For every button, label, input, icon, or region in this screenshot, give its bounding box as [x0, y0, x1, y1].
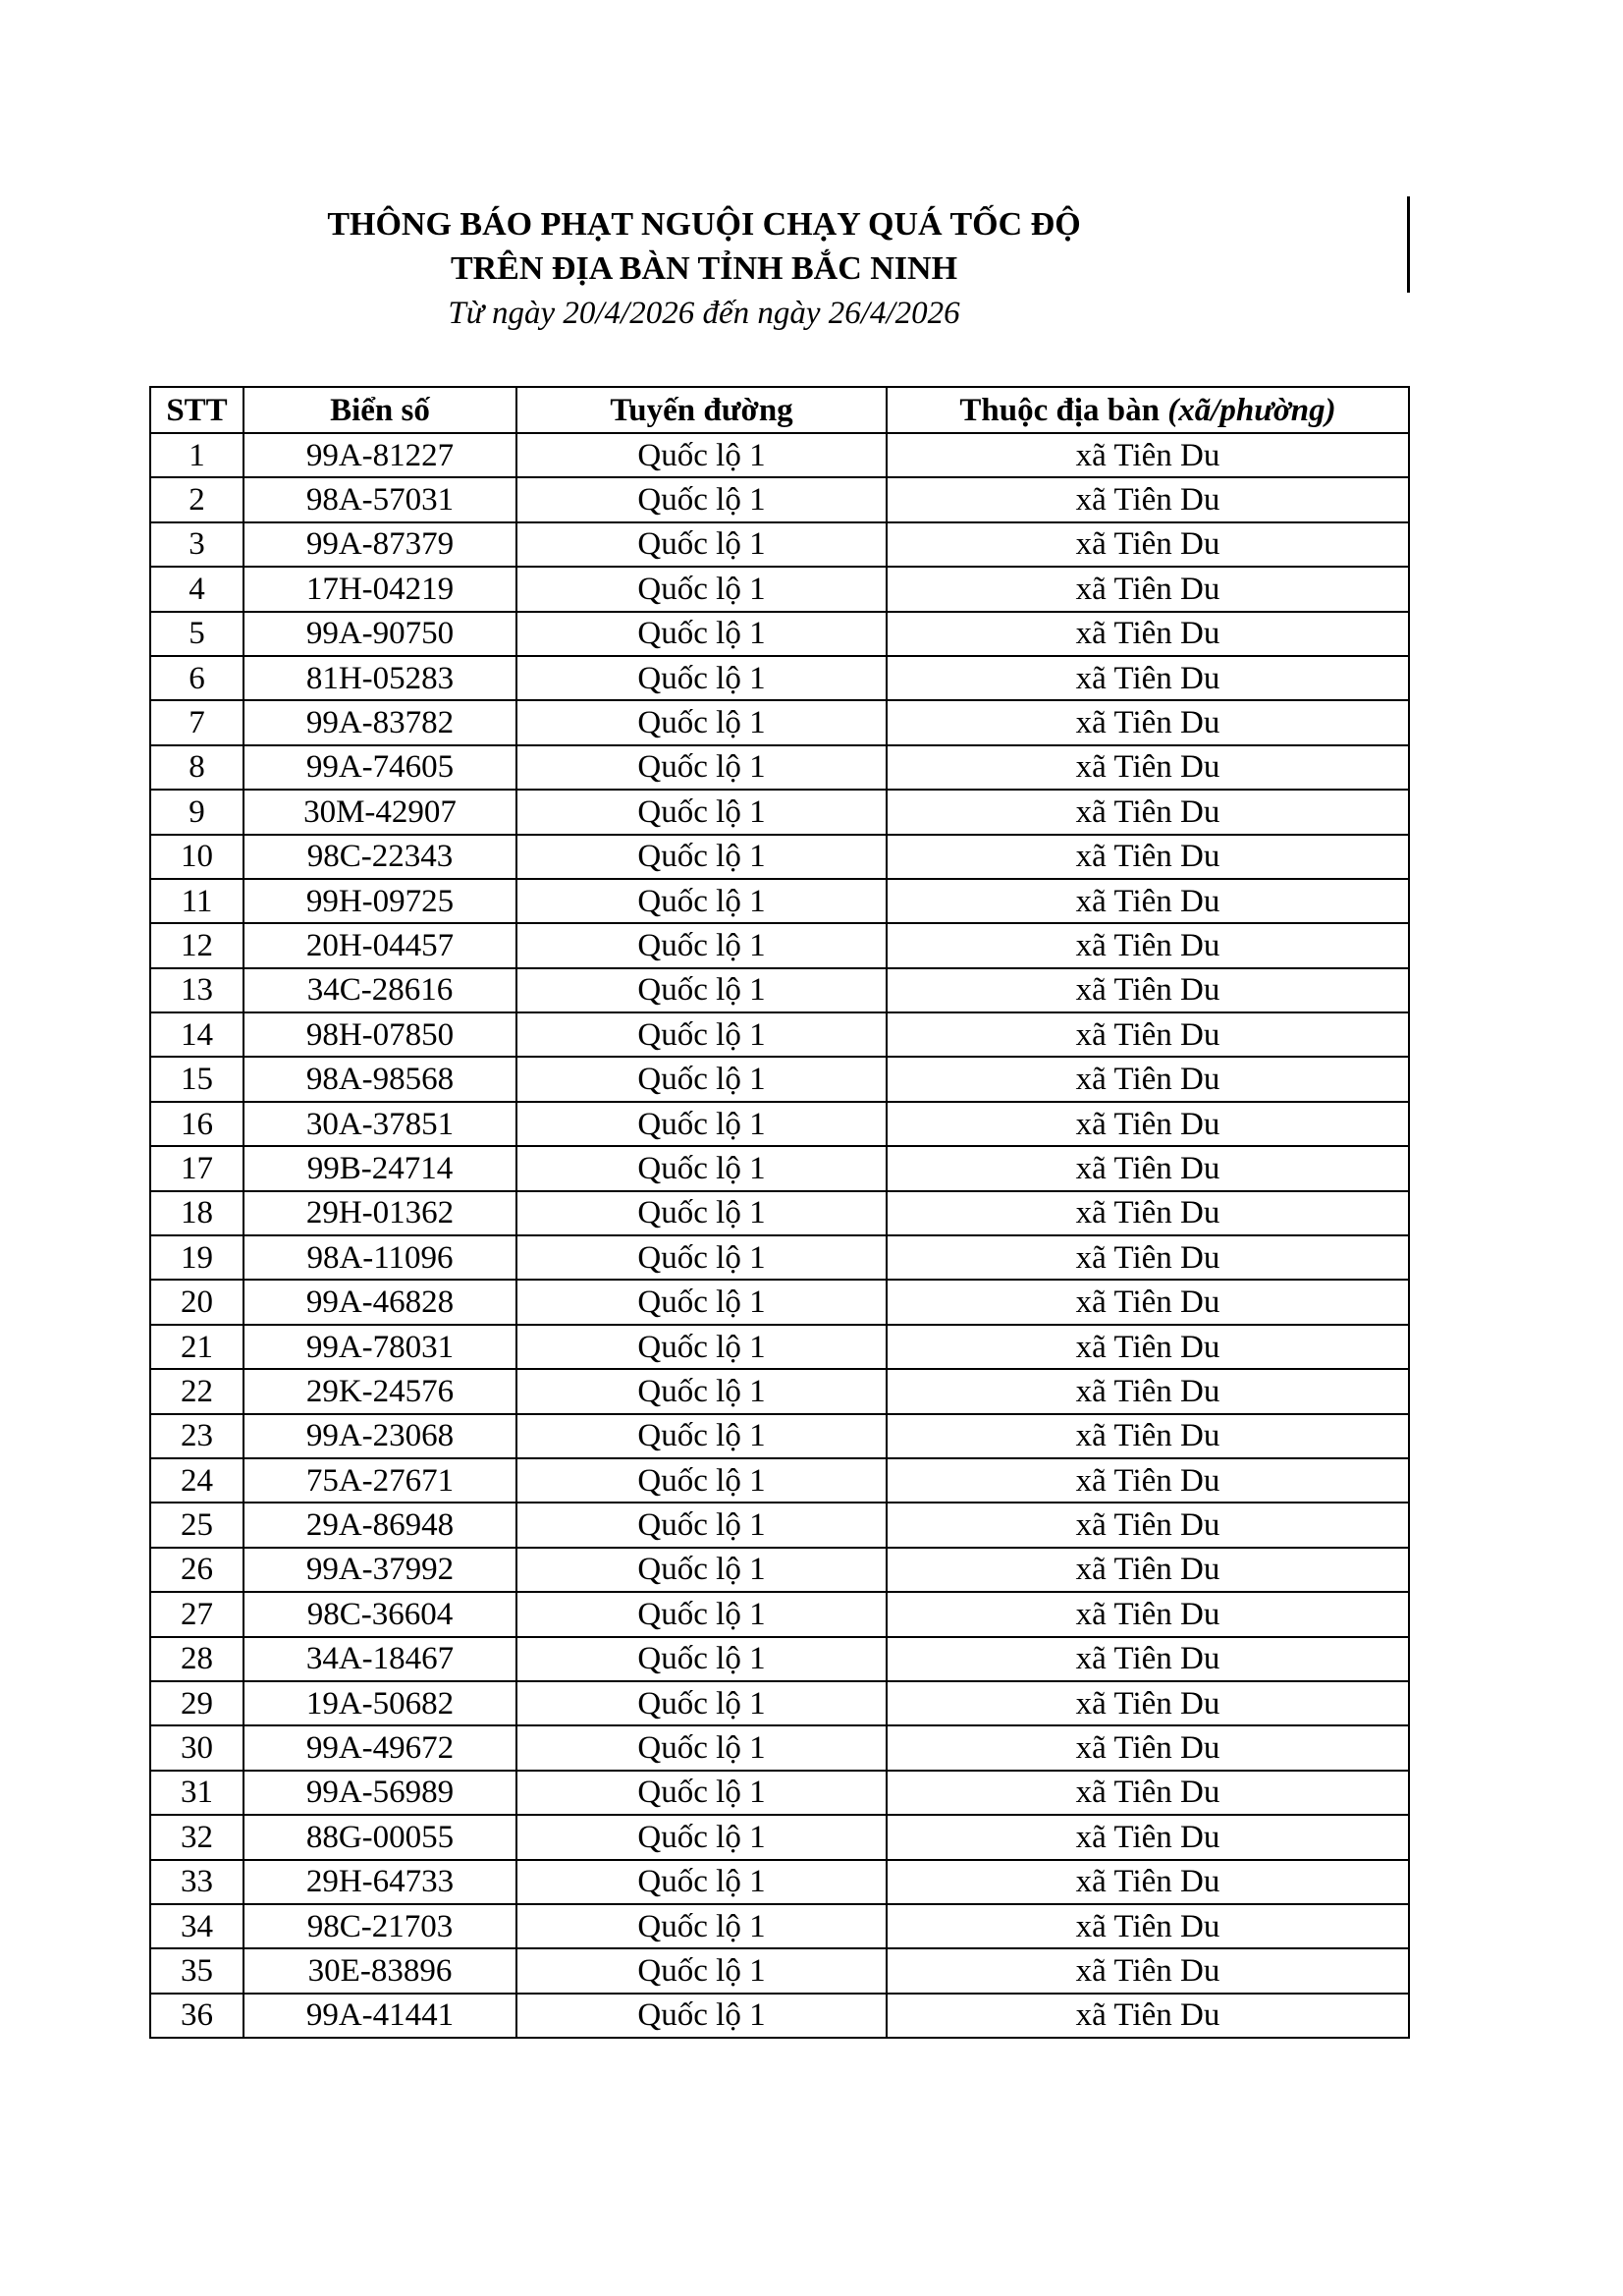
- cell-route: Quốc lộ 1: [516, 1414, 887, 1458]
- cell-route: Quốc lộ 1: [516, 835, 887, 879]
- cell-area: xã Tiên Du: [887, 1592, 1409, 1636]
- table-body: [150, 433, 1409, 2038]
- cell-plate: 34A-18467: [243, 1637, 516, 1681]
- table-row: [150, 1369, 1409, 1413]
- cell-stt: 22: [150, 1369, 243, 1413]
- cell-stt: 24: [150, 1458, 243, 1503]
- cell-plate: 99A-49672: [243, 1725, 516, 1770]
- table-row: [150, 612, 1409, 656]
- table-row: [150, 1146, 1409, 1190]
- cell-area: xã Tiên Du: [887, 433, 1409, 477]
- table-row: [150, 1191, 1409, 1235]
- cell-stt: 9: [150, 790, 243, 834]
- table-row: [150, 1057, 1409, 1101]
- cell-stt: 25: [150, 1503, 243, 1547]
- cell-plate: 98A-98568: [243, 1057, 516, 1101]
- cell-plate: 99A-83782: [243, 700, 516, 744]
- cell-plate: 98A-11096: [243, 1235, 516, 1280]
- table-row: [150, 1592, 1409, 1636]
- cell-plate: 99A-78031: [243, 1325, 516, 1369]
- cell-stt: 5: [150, 612, 243, 656]
- cell-area: xã Tiên Du: [887, 477, 1409, 521]
- cell-route: Quốc lộ 1: [516, 1681, 887, 1725]
- cell-area: xã Tiên Du: [887, 612, 1409, 656]
- table-header-row: [150, 387, 1409, 433]
- cell-area: xã Tiên Du: [887, 1146, 1409, 1190]
- table-row: [150, 1860, 1409, 1904]
- cell-stt: 26: [150, 1548, 243, 1592]
- column-header-stt: STT: [150, 387, 243, 433]
- cell-area: xã Tiên Du: [887, 1102, 1409, 1146]
- cell-route: Quốc lộ 1: [516, 968, 887, 1012]
- cell-area: xã Tiên Du: [887, 1637, 1409, 1681]
- cell-area: xã Tiên Du: [887, 1503, 1409, 1547]
- cell-route: Quốc lộ 1: [516, 1057, 887, 1101]
- cell-stt: 18: [150, 1191, 243, 1235]
- cell-route: Quốc lộ 1: [516, 700, 887, 744]
- cell-area: xã Tiên Du: [887, 835, 1409, 879]
- cell-route: Quốc lộ 1: [516, 612, 887, 656]
- cell-plate: 20H-04457: [243, 923, 516, 967]
- cell-area: xã Tiên Du: [887, 1904, 1409, 1948]
- cell-route: Quốc lộ 1: [516, 1948, 887, 1993]
- cell-plate: 99A-81227: [243, 433, 516, 477]
- table-row: [150, 1948, 1409, 1993]
- cell-plate: 88G-00055: [243, 1815, 516, 1859]
- cell-route: Quốc lộ 1: [516, 1191, 887, 1235]
- cell-area: xã Tiên Du: [887, 1280, 1409, 1324]
- cell-area: xã Tiên Du: [887, 1681, 1409, 1725]
- cell-stt: 11: [150, 879, 243, 923]
- cell-plate: 98H-07850: [243, 1012, 516, 1057]
- table-row: [150, 835, 1409, 879]
- cell-stt: 35: [150, 1948, 243, 1993]
- cell-plate: 98A-57031: [243, 477, 516, 521]
- cell-area: xã Tiên Du: [887, 1235, 1409, 1280]
- cell-stt: 19: [150, 1235, 243, 1280]
- cell-area: xã Tiên Du: [887, 1948, 1409, 1993]
- cell-stt: 15: [150, 1057, 243, 1101]
- cell-stt: 6: [150, 656, 243, 700]
- cell-stt: 7: [150, 700, 243, 744]
- table-row: [150, 923, 1409, 967]
- cell-stt: 14: [150, 1012, 243, 1057]
- table-row: [150, 700, 1409, 744]
- cell-plate: 99A-74605: [243, 745, 516, 790]
- cell-stt: 30: [150, 1725, 243, 1770]
- table-row: [150, 790, 1409, 834]
- cell-area: xã Tiên Du: [887, 522, 1409, 567]
- cell-plate: 30M-42907: [243, 790, 516, 834]
- cell-area: xã Tiên Du: [887, 1860, 1409, 1904]
- cell-route: Quốc lộ 1: [516, 1235, 887, 1280]
- cell-stt: 3: [150, 522, 243, 567]
- cell-stt: 31: [150, 1771, 243, 1815]
- cell-area: xã Tiên Du: [887, 1325, 1409, 1369]
- cell-plate: 99A-56989: [243, 1771, 516, 1815]
- violations-table: [149, 386, 1410, 2039]
- cell-plate: 19A-50682: [243, 1681, 516, 1725]
- table-row: [150, 1102, 1409, 1146]
- cell-route: Quốc lộ 1: [516, 1369, 887, 1413]
- cell-route: Quốc lộ 1: [516, 1280, 887, 1324]
- table-row: [150, 1012, 1409, 1057]
- cell-area: xã Tiên Du: [887, 1191, 1409, 1235]
- cell-route: Quốc lộ 1: [516, 567, 887, 611]
- cell-area: xã Tiên Du: [887, 923, 1409, 967]
- cell-area: xã Tiên Du: [887, 1725, 1409, 1770]
- cell-route: Quốc lộ 1: [516, 1725, 887, 1770]
- cell-route: Quốc lộ 1: [516, 790, 887, 834]
- cell-stt: 29: [150, 1681, 243, 1725]
- cell-plate: 99B-24714: [243, 1146, 516, 1190]
- table-row: [150, 1235, 1409, 1280]
- cell-plate: 98C-36604: [243, 1592, 516, 1636]
- column-header-area-main: Thuộc địa bàn: [959, 392, 1160, 428]
- cell-route: Quốc lộ 1: [516, 1146, 887, 1190]
- cell-plate: 99A-37992: [243, 1548, 516, 1592]
- cell-area: xã Tiên Du: [887, 1771, 1409, 1815]
- column-header-area: [887, 387, 1409, 433]
- table-row: [150, 1904, 1409, 1948]
- cell-plate: 29A-86948: [243, 1503, 516, 1547]
- table-row: [150, 1994, 1409, 2038]
- cell-route: Quốc lộ 1: [516, 1637, 887, 1681]
- cell-stt: 12: [150, 923, 243, 967]
- cell-area: xã Tiên Du: [887, 1012, 1409, 1057]
- cell-plate: 99A-90750: [243, 612, 516, 656]
- cell-area: xã Tiên Du: [887, 1414, 1409, 1458]
- table-row: [150, 1280, 1409, 1324]
- table-row: [150, 656, 1409, 700]
- cell-plate: 98C-22343: [243, 835, 516, 879]
- cell-area: xã Tiên Du: [887, 567, 1409, 611]
- cell-route: Quốc lộ 1: [516, 1503, 887, 1547]
- cell-area: xã Tiên Du: [887, 1815, 1409, 1859]
- cell-stt: 23: [150, 1414, 243, 1458]
- cell-plate: 99A-23068: [243, 1414, 516, 1458]
- table-row: [150, 433, 1409, 477]
- cell-route: Quốc lộ 1: [516, 433, 887, 477]
- table-row: [150, 522, 1409, 567]
- cell-plate: 99A-41441: [243, 1994, 516, 2038]
- table-row: [150, 1325, 1409, 1369]
- cell-stt: 20: [150, 1280, 243, 1324]
- column-header-plate: Biển số: [243, 387, 516, 433]
- cell-stt: 32: [150, 1815, 243, 1859]
- cell-stt: 34: [150, 1904, 243, 1948]
- cell-plate: 99A-87379: [243, 522, 516, 567]
- cell-stt: 28: [150, 1637, 243, 1681]
- table-row: [150, 1771, 1409, 1815]
- cell-stt: 8: [150, 745, 243, 790]
- column-header-route: Tuyến đường: [516, 387, 887, 433]
- cell-route: Quốc lộ 1: [516, 745, 887, 790]
- cell-area: xã Tiên Du: [887, 700, 1409, 744]
- cell-route: Quốc lộ 1: [516, 1904, 887, 1948]
- cell-plate: 30E-83896: [243, 1948, 516, 1993]
- cell-route: Quốc lộ 1: [516, 1771, 887, 1815]
- table-row: [150, 1548, 1409, 1592]
- cell-plate: 29H-64733: [243, 1860, 516, 1904]
- page-title: THÔNG BÁO PHẠT NGUỘI CHẠY QUÁ TỐC ĐỘ: [327, 206, 1081, 243]
- cell-plate: 75A-27671: [243, 1458, 516, 1503]
- cell-route: Quốc lộ 1: [516, 477, 887, 521]
- cell-stt: 36: [150, 1994, 243, 2038]
- cell-stt: 16: [150, 1102, 243, 1146]
- cell-route: Quốc lộ 1: [516, 656, 887, 700]
- cell-route: Quốc lộ 1: [516, 1592, 887, 1636]
- cell-route: Quốc lộ 1: [516, 1012, 887, 1057]
- cell-route: Quốc lộ 1: [516, 1548, 887, 1592]
- cell-route: Quốc lộ 1: [516, 879, 887, 923]
- cell-plate: 99H-09725: [243, 879, 516, 923]
- cell-stt: 21: [150, 1325, 243, 1369]
- table-row: [150, 477, 1409, 521]
- cell-stt: 1: [150, 433, 243, 477]
- cell-route: Quốc lộ 1: [516, 1815, 887, 1859]
- cell-plate: 98C-21703: [243, 1904, 516, 1948]
- cell-route: Quốc lộ 1: [516, 1860, 887, 1904]
- cell-area: xã Tiên Du: [887, 879, 1409, 923]
- cell-route: Quốc lộ 1: [516, 923, 887, 967]
- cell-route: Quốc lộ 1: [516, 522, 887, 567]
- column-header-area-note: (xã/phường): [1167, 392, 1336, 428]
- cell-plate: 29K-24576: [243, 1369, 516, 1413]
- cell-route: Quốc lộ 1: [516, 1325, 887, 1369]
- cell-stt: 13: [150, 968, 243, 1012]
- cell-area: xã Tiên Du: [887, 1548, 1409, 1592]
- cell-route: Quốc lộ 1: [516, 1102, 887, 1146]
- cell-area: xã Tiên Du: [887, 790, 1409, 834]
- cell-route: Quốc lộ 1: [516, 1458, 887, 1503]
- cell-area: xã Tiên Du: [887, 1369, 1409, 1413]
- table-row: [150, 745, 1409, 790]
- table-row: [150, 1503, 1409, 1547]
- cell-stt: 4: [150, 567, 243, 611]
- cell-area: xã Tiên Du: [887, 1994, 1409, 2038]
- cell-route: Quốc lộ 1: [516, 1994, 887, 2038]
- table-row: [150, 1414, 1409, 1458]
- cell-plate: 81H-05283: [243, 656, 516, 700]
- cell-plate: 30A-37851: [243, 1102, 516, 1146]
- table-row: [150, 1815, 1409, 1859]
- table-row: [150, 1637, 1409, 1681]
- date-range: Từ ngày 20/4/2026 đến ngày 26/4/2026: [448, 296, 960, 331]
- table-row: [150, 1681, 1409, 1725]
- cell-area: xã Tiên Du: [887, 656, 1409, 700]
- cell-stt: 17: [150, 1146, 243, 1190]
- table-row: [150, 968, 1409, 1012]
- page-title-location: TRÊN ĐỊA BÀN TỈNH BẮC NINH: [450, 250, 958, 287]
- table-row: [150, 879, 1409, 923]
- cell-area: xã Tiên Du: [887, 1458, 1409, 1503]
- cell-stt: 27: [150, 1592, 243, 1636]
- cell-stt: 10: [150, 835, 243, 879]
- table-row: [150, 567, 1409, 611]
- cell-stt: 2: [150, 477, 243, 521]
- cell-plate: 99A-46828: [243, 1280, 516, 1324]
- table-row: [150, 1458, 1409, 1503]
- document-header: [0, 202, 1408, 336]
- cell-stt: 33: [150, 1860, 243, 1904]
- cell-plate: 29H-01362: [243, 1191, 516, 1235]
- cell-area: xã Tiên Du: [887, 745, 1409, 790]
- table-row: [150, 1725, 1409, 1770]
- cell-plate: 34C-28616: [243, 968, 516, 1012]
- cell-plate: 17H-04219: [243, 567, 516, 611]
- cell-area: xã Tiên Du: [887, 1057, 1409, 1101]
- cell-area: xã Tiên Du: [887, 968, 1409, 1012]
